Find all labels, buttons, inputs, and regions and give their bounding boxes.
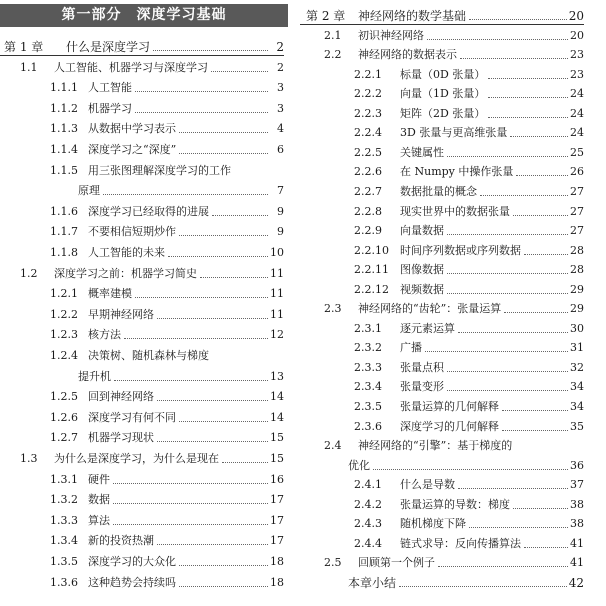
page-number: 41 <box>570 556 584 570</box>
page-number: 35 <box>570 419 584 433</box>
entry-number: 2.4.4 <box>354 536 382 550</box>
subsection-entry[interactable] <box>354 103 584 121</box>
entry-number: 2.2.3 <box>354 106 382 120</box>
leader-dots <box>447 371 568 372</box>
subsection-entry[interactable] <box>354 416 584 434</box>
entry-number: 1.2.5 <box>50 390 78 404</box>
page-number: 27 <box>570 184 584 198</box>
section-entry[interactable] <box>20 448 284 466</box>
page-number: 28 <box>570 243 584 257</box>
entry-number: 1.3.1 <box>50 472 78 486</box>
entry-title: 原理 <box>78 184 100 198</box>
entry-number: 1.2.4 <box>50 349 78 362</box>
entry-title: 深度学习之前：机器学习简史 <box>54 266 197 280</box>
entry-number: 1.1.5 <box>50 163 78 177</box>
entry-title: 为什么是深度学习，为什么是现在 <box>54 452 219 465</box>
entry-number: 2.1 <box>324 28 342 42</box>
entry-number: 2.2.5 <box>354 145 382 159</box>
leader-dots <box>135 91 268 92</box>
entry-title: 人工智能 <box>88 81 132 95</box>
subsection-entry[interactable] <box>50 242 284 260</box>
entry-number: 2.2.11 <box>354 263 389 277</box>
leader-dots <box>168 256 268 257</box>
entry-title: 决策树、随机森林与梯度 <box>88 349 209 362</box>
leader-dots <box>458 488 568 489</box>
entry-title: 深度学习已经取得的进展 <box>88 204 209 218</box>
subsection-entry[interactable] <box>50 304 284 322</box>
leader-dots <box>157 318 268 319</box>
page-number: 9 <box>277 225 284 239</box>
leader-dots <box>157 544 268 545</box>
entry-title: 提升机 <box>78 369 111 383</box>
entry-title: 什么是深度学习 <box>66 40 151 54</box>
leader-dots <box>513 508 568 509</box>
entry-title: 早期神经网络 <box>88 307 154 321</box>
page-number: 31 <box>570 341 584 355</box>
page-number: 18 <box>270 555 284 568</box>
leader-dots <box>460 58 568 59</box>
leader-dots <box>103 194 268 195</box>
entry-title: 张量点积 <box>400 360 444 374</box>
page-number: 38 <box>570 497 584 511</box>
entry-title: 张量运算的几何解释 <box>400 400 499 413</box>
entry-number: 1.1.6 <box>50 204 78 218</box>
entry-title: 机器学习现状 <box>88 431 154 445</box>
leader-dots <box>153 50 268 51</box>
leader-dots <box>447 273 568 274</box>
entry-title: 3D 张量与更高维张量 <box>400 126 508 140</box>
entry-title: 算法 <box>88 513 110 527</box>
subsection-entry[interactable] <box>354 396 584 414</box>
leader-dots <box>179 235 268 236</box>
entry-number: 1.2 <box>20 266 38 280</box>
leader-dots <box>447 234 568 235</box>
leader-dots <box>157 441 268 442</box>
leader-dots <box>179 565 268 566</box>
subsection-entry[interactable] <box>354 142 584 160</box>
leader-dots <box>447 293 568 294</box>
entry-number: 2.2.6 <box>354 165 382 179</box>
entry-title: 现实世界中的数据张量 <box>400 204 510 218</box>
leader-dots <box>427 39 568 40</box>
entry-title: 随机梯度下降 <box>400 517 466 531</box>
subsection-entry[interactable] <box>50 139 284 157</box>
leader-dots <box>124 338 268 339</box>
page-number: 7 <box>277 184 284 198</box>
entry-number: 1.2.2 <box>50 307 78 321</box>
entry-number: 2.2.2 <box>354 87 382 101</box>
entry-number: 1.3 <box>20 452 38 465</box>
page-number: 18 <box>270 575 284 589</box>
subsection-entry[interactable] <box>354 83 584 101</box>
page-number: 24 <box>570 106 584 120</box>
leader-dots <box>399 586 567 587</box>
page-number: 2 <box>276 40 284 54</box>
entry-number: 2.2.4 <box>354 126 382 140</box>
page-number: 6 <box>277 143 284 156</box>
page-number: 20 <box>568 9 584 23</box>
subsection-entry[interactable] <box>354 513 584 531</box>
page-number: 27 <box>570 204 584 218</box>
entry-title: 视频数据 <box>400 282 444 296</box>
part-title: 第一部分 深度学习基础 <box>0 4 288 27</box>
leader-dots <box>211 71 268 72</box>
page-number: 30 <box>570 321 584 335</box>
entry-number: 1.1.3 <box>50 122 78 136</box>
leader-dots <box>179 132 268 133</box>
subsection-entry[interactable] <box>354 181 584 199</box>
leader-dots <box>157 400 268 401</box>
entry-title: 标量（0D 张量） <box>400 67 486 81</box>
page-number: 11 <box>270 287 284 301</box>
subsection-entry[interactable] <box>354 494 584 512</box>
entry-number: 2.2.10 <box>354 243 389 257</box>
entry-title: 新的投资热潮 <box>88 534 154 548</box>
subsection-entry[interactable] <box>50 469 284 487</box>
subsection-entry[interactable] <box>354 357 584 375</box>
entry-title: 神经网络的“齿轮”：张量运算 <box>358 302 502 316</box>
leader-dots <box>502 430 568 431</box>
leader-dots <box>458 332 568 333</box>
subsection-entry[interactable] <box>50 366 284 384</box>
leader-dots <box>212 215 268 216</box>
entry-title: 深度学习之“深度” <box>88 143 177 156</box>
subsection-entry[interactable] <box>50 98 284 116</box>
subsection-entry[interactable] <box>50 345 284 363</box>
entry-title: 概率建模 <box>88 287 132 301</box>
entry-title: 用三张图理解深度学习的工作 <box>88 163 231 177</box>
subsection-entry[interactable] <box>50 551 284 569</box>
page-number: 20 <box>570 28 584 42</box>
entry-number: 1.1 <box>20 60 38 74</box>
page-number: 34 <box>570 380 584 394</box>
subsection-entry[interactable] <box>50 572 284 590</box>
page-number: 4 <box>277 122 284 136</box>
leader-dots <box>438 566 568 567</box>
leader-dots <box>113 503 268 504</box>
page-number: 16 <box>270 472 284 486</box>
page-number: 14 <box>270 410 284 424</box>
entry-title: 初识神经网络 <box>358 28 424 42</box>
entry-number: 第 2 章 <box>306 9 346 23</box>
subsection-entry[interactable] <box>50 407 284 425</box>
leader-dots <box>113 483 268 484</box>
page-number: 34 <box>570 400 584 413</box>
subsection-entry[interactable] <box>50 201 284 219</box>
subsection-entry[interactable] <box>50 510 284 528</box>
leader-dots <box>488 78 568 79</box>
entry-title: 不要相信短期炒作 <box>88 225 176 239</box>
page-number: 27 <box>570 224 584 238</box>
page-number: 10 <box>270 246 284 259</box>
entry-number: 2.5 <box>324 556 342 570</box>
chapter-entry[interactable] <box>4 36 284 54</box>
subsection-entry[interactable] <box>354 279 584 297</box>
entry-number: 1.3.2 <box>50 493 78 507</box>
entry-number: 1.3.5 <box>50 555 78 568</box>
page-number: 12 <box>270 328 284 342</box>
page-number: 32 <box>570 360 584 374</box>
page-number: 13 <box>270 369 284 383</box>
section-entry[interactable] <box>324 298 584 316</box>
entry-title: 深度学习的几何解释 <box>400 419 499 433</box>
entry-title: 矩阵（2D 张量） <box>400 106 486 120</box>
subsection-entry[interactable] <box>50 180 284 198</box>
entry-title: 回顾第一个例子 <box>358 556 435 570</box>
entry-number: 1.2.6 <box>50 410 78 424</box>
page-number: 41 <box>570 536 584 550</box>
leader-dots <box>510 136 568 137</box>
entry-number: 1.1.4 <box>50 143 78 156</box>
section-entry[interactable] <box>20 263 284 281</box>
entry-title: 神经网络的“引擎”：基于梯度的 <box>358 439 513 453</box>
subsection-entry[interactable] <box>50 77 284 95</box>
leader-dots <box>200 277 268 278</box>
entry-number: 1.2.7 <box>50 431 78 445</box>
entry-number: 2.3.3 <box>354 360 382 374</box>
entry-number: 1.1.1 <box>50 81 78 95</box>
subsection-entry[interactable] <box>324 455 584 473</box>
leader-dots <box>513 215 568 216</box>
section-entry[interactable] <box>324 44 584 62</box>
page-number: 28 <box>570 263 584 277</box>
entry-title: 人工智能、机器学习与深度学习 <box>54 60 208 74</box>
page-number: 9 <box>277 204 284 218</box>
entry-number: 1.2.3 <box>50 328 78 342</box>
entry-number: 2.2.8 <box>354 204 382 218</box>
leader-dots <box>179 421 268 422</box>
subsection-entry[interactable] <box>354 376 584 394</box>
entry-number: 2.4.2 <box>354 497 382 511</box>
subsection-entry[interactable] <box>50 283 284 301</box>
subsection-entry[interactable] <box>50 324 284 342</box>
leader-dots <box>524 254 568 255</box>
subsection-entry[interactable] <box>50 489 284 507</box>
entry-title: 向量数据 <box>400 224 444 238</box>
entry-number: 2.2.12 <box>354 282 389 296</box>
leader-dots <box>516 175 568 176</box>
leader-dots <box>179 153 268 154</box>
entry-title: 数据批量的概念 <box>400 184 477 198</box>
section-entry[interactable] <box>324 25 584 43</box>
leader-dots <box>469 527 568 528</box>
page-number: 11 <box>270 266 284 280</box>
page-number: 29 <box>570 302 584 316</box>
entry-title: 核方法 <box>88 328 121 342</box>
subsection-entry[interactable] <box>50 386 284 404</box>
subsection-entry[interactable] <box>50 530 284 548</box>
entry-title: 神经网络的数据表示 <box>358 48 457 62</box>
page-number: 36 <box>570 458 584 472</box>
entry-number: 1.3.3 <box>50 513 78 527</box>
entry-title: 什么是导数 <box>400 478 455 492</box>
entry-number: 1.1.7 <box>50 225 78 239</box>
entry-number: 2.4.1 <box>354 478 382 492</box>
entry-number: 2.3.6 <box>354 419 382 433</box>
leader-dots <box>113 524 268 525</box>
entry-number: 2.3.5 <box>354 400 382 413</box>
entry-number: 1.2.1 <box>50 287 78 301</box>
section-entry[interactable] <box>324 435 584 453</box>
page-number: 17 <box>270 513 284 527</box>
entry-title: 向量（1D 张量） <box>400 87 486 101</box>
entry-number: 1.3.6 <box>50 575 78 589</box>
entry-title: 时间序列数据或序列数据 <box>400 243 521 257</box>
page-number: 37 <box>570 478 584 492</box>
page-number: 24 <box>570 126 584 140</box>
entry-title: 本章小结 <box>348 575 397 590</box>
entry-title: 硬件 <box>88 472 110 486</box>
entry-number: 1.3.4 <box>50 534 78 548</box>
entry-title: 图像数据 <box>400 263 444 277</box>
entry-number: 1.1.8 <box>50 246 78 259</box>
entry-title: 人工智能的未来 <box>88 246 165 259</box>
entry-number: 2.3.1 <box>354 321 382 335</box>
leader-dots <box>469 19 567 20</box>
entry-title: 回到神经网络 <box>88 390 154 404</box>
entry-title: 优化 <box>348 458 370 472</box>
leader-dots <box>135 297 268 298</box>
entry-title: 逐元素运算 <box>400 321 455 335</box>
leader-dots <box>488 97 568 98</box>
entry-title: 关键属性 <box>400 145 444 159</box>
subsection-entry[interactable] <box>354 337 584 355</box>
subsection-entry[interactable] <box>354 201 584 219</box>
leader-dots <box>373 469 568 470</box>
entry-title: 张量运算的导数：梯度 <box>400 497 510 511</box>
page-number: 24 <box>570 87 584 101</box>
page-number: 3 <box>277 81 284 95</box>
entry-number: 2.4 <box>324 439 342 453</box>
page-number: 2 <box>277 60 284 74</box>
page-number: 15 <box>270 452 284 465</box>
leader-dots <box>135 112 268 113</box>
page-number: 15 <box>270 431 284 445</box>
entry-number: 2.2 <box>324 48 342 62</box>
entry-title: 机器学习 <box>88 101 132 115</box>
subsection-entry[interactable] <box>50 118 284 136</box>
chapter-entry[interactable] <box>306 5 584 23</box>
entry-number: 2.2.1 <box>354 67 382 81</box>
page-number: 17 <box>270 493 284 507</box>
leader-dots <box>488 117 568 118</box>
leader-dots <box>502 410 568 411</box>
page-number: 42 <box>568 575 584 590</box>
page-number: 14 <box>270 390 284 404</box>
entry-title: 张量变形 <box>400 380 444 394</box>
entry-number: 2.2.7 <box>354 184 382 198</box>
leader-dots <box>114 380 268 381</box>
entry-number: 1.1.2 <box>50 101 78 115</box>
entry-title: 深度学习有何不同 <box>88 410 176 424</box>
subsection-entry[interactable] <box>354 259 584 277</box>
subsection-entry[interactable] <box>50 221 284 239</box>
entry-title: 这种趋势会持续吗 <box>88 575 176 589</box>
leader-dots <box>447 156 568 157</box>
leader-dots <box>179 586 268 587</box>
subsection-entry[interactable] <box>354 64 584 82</box>
entry-number: 2.3.2 <box>354 341 382 355</box>
entry-title: 数据 <box>88 493 110 507</box>
page-number: 29 <box>570 282 584 296</box>
section-entry[interactable] <box>324 552 584 570</box>
subsection-entry[interactable] <box>50 160 284 178</box>
leader-dots <box>447 390 568 391</box>
leader-dots <box>524 547 568 548</box>
subsection-entry[interactable] <box>354 122 584 140</box>
page-number: 26 <box>570 165 584 179</box>
entry-title: 神经网络的数学基础 <box>358 9 467 23</box>
page-number: 38 <box>570 517 584 531</box>
subsection-entry[interactable] <box>354 318 584 336</box>
subsection-entry[interactable] <box>50 427 284 445</box>
chapter-entry[interactable] <box>306 572 584 590</box>
entry-number: 2.3.4 <box>354 380 382 394</box>
leader-dots <box>222 462 268 463</box>
entry-title: 从数据中学习表示 <box>88 122 176 136</box>
page-number: 17 <box>270 534 284 548</box>
entry-title: 链式求导：反向传播算法 <box>400 536 521 550</box>
page-number: 23 <box>570 67 584 81</box>
leader-dots <box>504 312 568 313</box>
entry-number: 2.2.9 <box>354 224 382 238</box>
page-number: 25 <box>570 145 584 159</box>
subsection-entry[interactable] <box>354 474 584 492</box>
subsection-entry[interactable] <box>354 161 584 179</box>
entry-number: 第 1 章 <box>4 40 44 54</box>
leader-dots <box>425 351 568 352</box>
section-entry[interactable] <box>20 57 284 75</box>
page-number: 3 <box>277 101 284 115</box>
subsection-entry[interactable] <box>354 220 584 238</box>
entry-title: 广播 <box>400 341 422 355</box>
subsection-entry[interactable] <box>354 240 584 258</box>
entry-title: 深度学习的大众化 <box>88 555 176 568</box>
subsection-entry[interactable] <box>354 533 584 551</box>
page-number: 11 <box>270 307 284 321</box>
entry-title: 在 Numpy 中操作张量 <box>400 165 514 179</box>
entry-number: 2.3 <box>324 302 342 316</box>
page-number: 23 <box>570 48 584 62</box>
entry-number: 2.4.3 <box>354 517 382 531</box>
leader-dots <box>480 195 568 196</box>
